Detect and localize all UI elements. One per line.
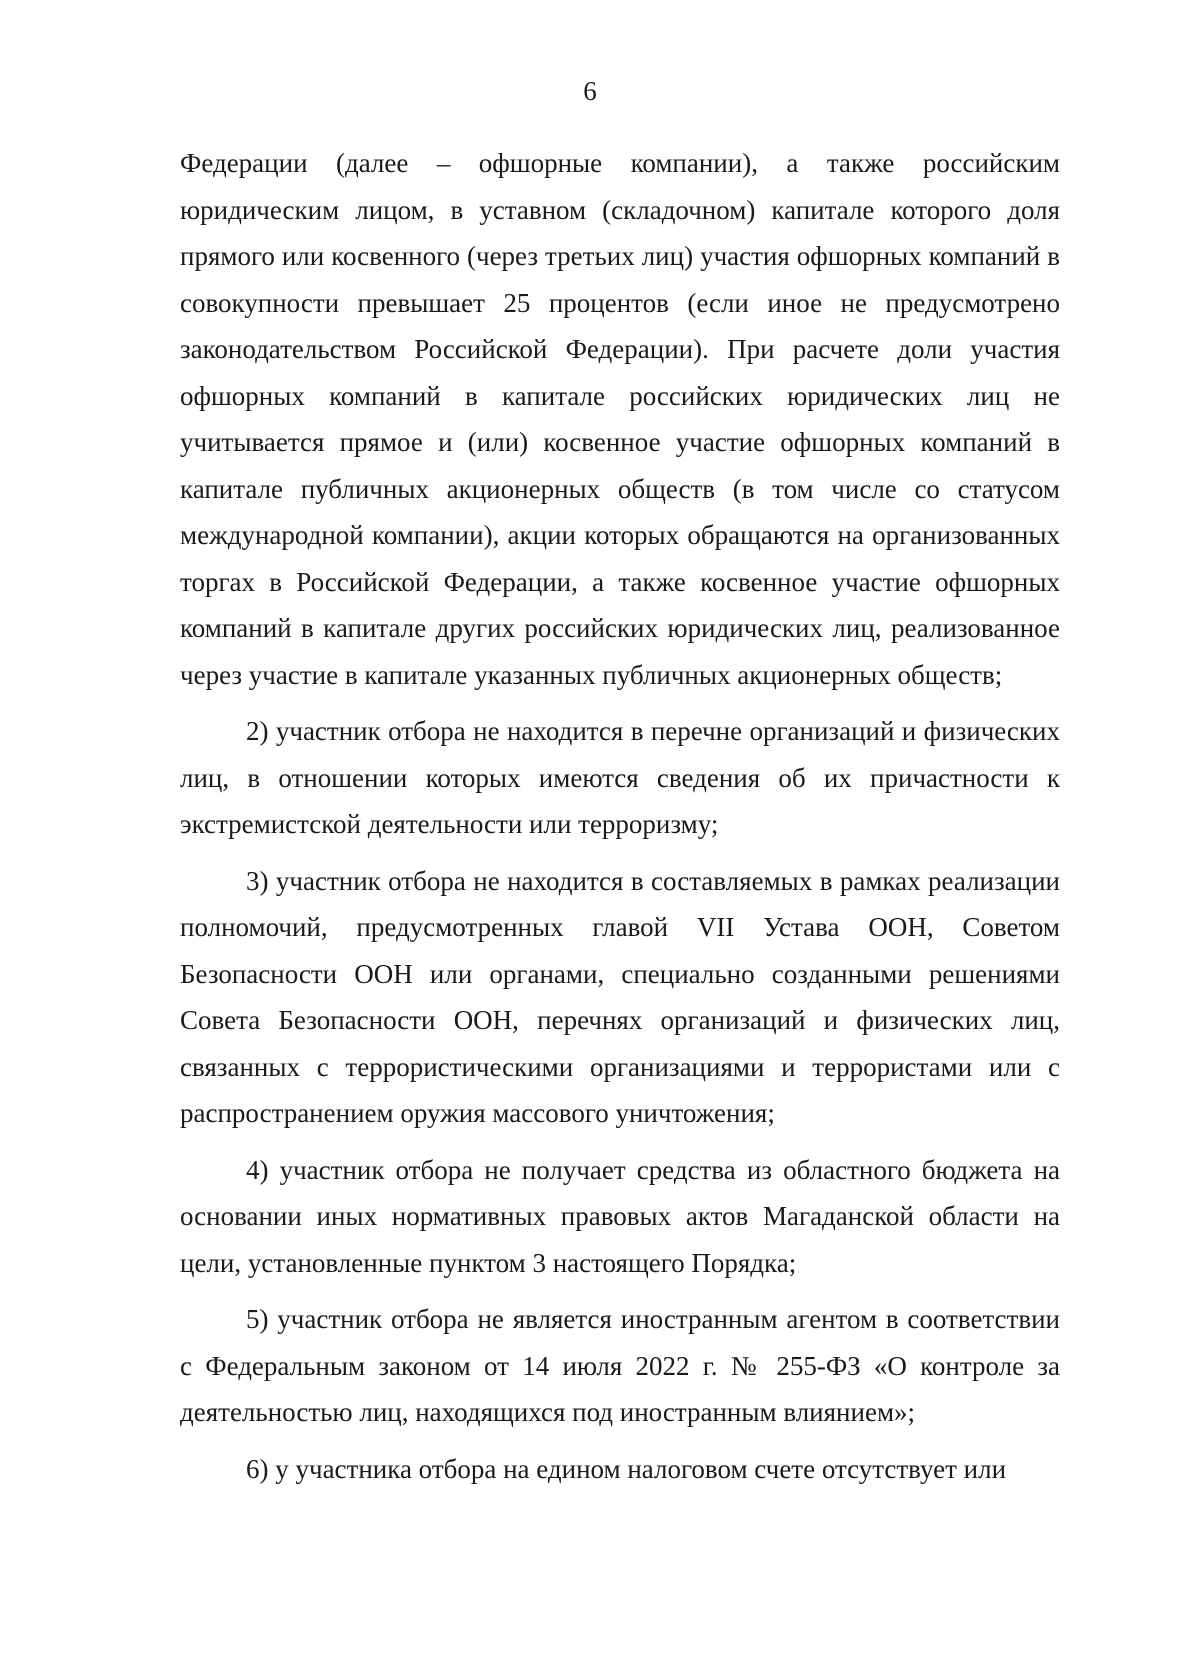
paragraph-item-3: 3) участник отбора не находится в составляемых в рамках реализации полномочий, предусмотренных главой VII Устава ООН, Советом Безопасности ООН или органами, специально созданными решениями Совета Безопасности ООН, перечнях организаций и физических лиц, связанных с террористическими организациями и террористами или с распространением оружия массового уничтожения; (180, 865, 1060, 1128)
paragraph-item-5: 5) участник отбора не является иностранным агентом в соответствии с Федеральным законом от 14 июля 2022 г. № 255-ФЗ «О контроле за деятельностью лиц, находящихся под иностранным влиянием»; (180, 1304, 1060, 1427)
paragraph-item-4: 4) участник отбора не получает средства из областного бюджета на основании иных нормативных правовых актов Магаданской области на цели, установленные пунктом 3 настоящего Порядка; (180, 1154, 1060, 1278)
paragraph-continuation: Федерации (далее – офшорные компании), а также российским юридическим лицом, в уставном (складочном) капитале которого доля прямого или косвенного (через третьих лиц) участия офшорных компаний в совокупности превышает 25 процентов (если иное не предусмотрено законодательством Российской Федерации). При расчете доли участия офшорных компаний в капитале российских юридических лиц не учитывается прямое и (или) косвенное участие офшорных компаний в капитале публичных акционерных обществ (в том числе со статусом международной компании), акции которых обращаются на организованных торгах в Российской Федерации, а также косвенное участие офшорных компаний в капитале других российских юридических лиц, реализованное через участие в капитале указанных публичных акционерных обществ; (180, 148, 1060, 690)
page-number: 6 (583, 76, 597, 106)
paragraph-item-6: 6) у участника отбора на едином налоговом счете отсутствует или (246, 1453, 1007, 1484)
paragraph-item-2: 2) участник отбора не находится в перечне организаций и физических лиц, в отношении которых имеются сведения об их причастности к экстремистской деятельности или терроризму; (180, 716, 1060, 839)
document-body (180, 140, 1060, 1492)
